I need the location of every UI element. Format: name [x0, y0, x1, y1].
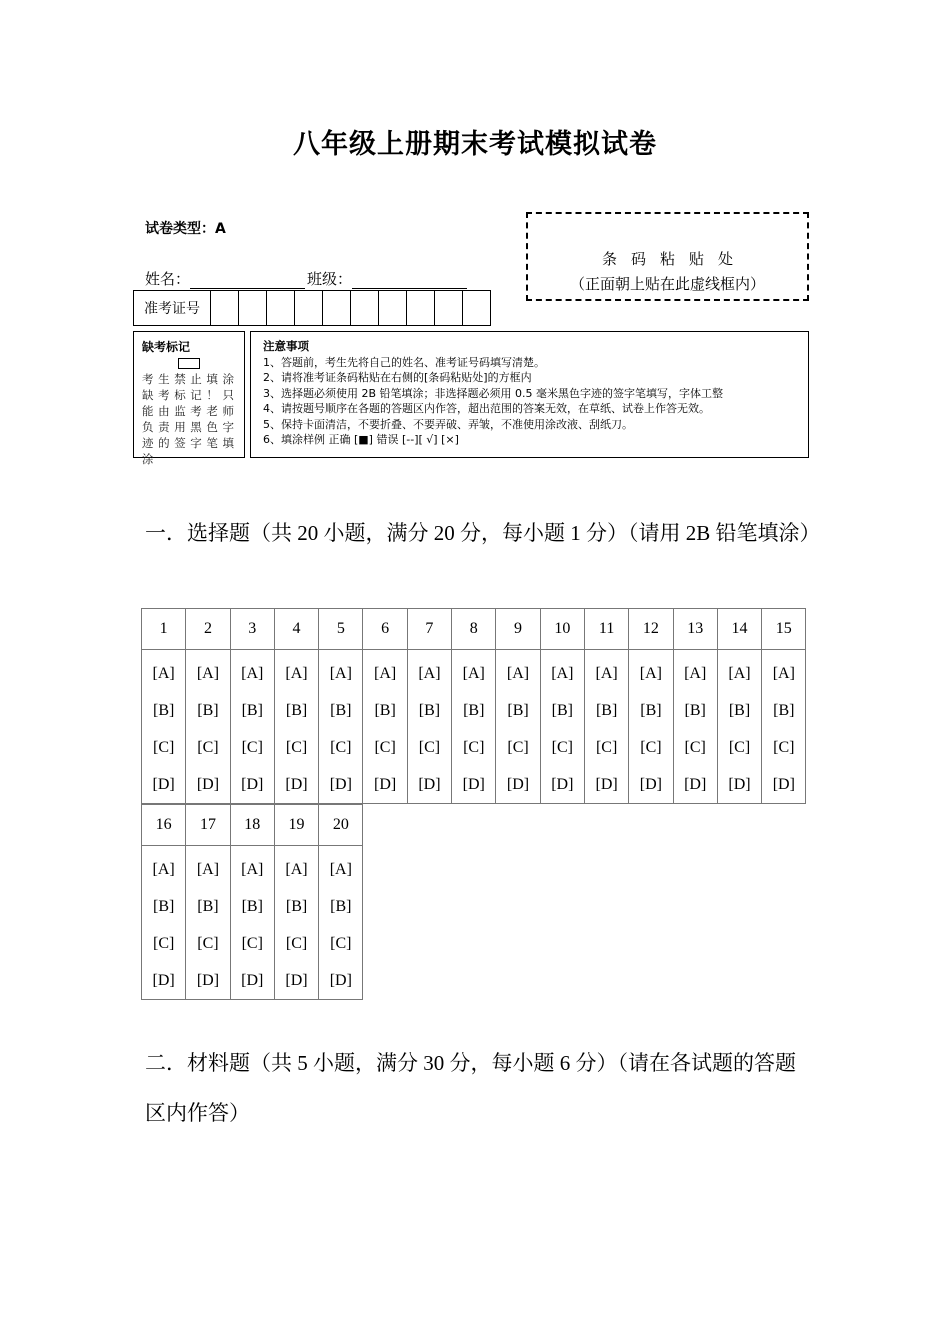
answer-option[interactable]: [C] — [197, 739, 219, 756]
question-number: 13 — [673, 609, 717, 650]
answer-option[interactable]: [C] — [285, 935, 308, 952]
answer-options — [762, 650, 806, 804]
answer-option[interactable]: [C] — [374, 739, 396, 756]
answer-option[interactable]: [B] — [551, 702, 573, 719]
answer-option[interactable]: [D] — [152, 776, 175, 793]
notice-box — [250, 331, 809, 458]
exam-id-cell[interactable] — [295, 291, 323, 325]
absent-text: 考生禁止填涂缺考标记！只能由监考老师负责用黑色字迹的签字笔填涂 — [142, 372, 236, 466]
answer-option[interactable]: [A] — [506, 665, 530, 682]
question-number: 12 — [629, 609, 673, 650]
answer-option[interactable]: [A] — [772, 665, 795, 682]
section-choice-heading: 一．选择题（共 20 小题，满分 20 分，每小题 1 分）（请用 2B 铅笔填涂） — [145, 521, 821, 545]
answer-option[interactable]: [D] — [728, 776, 751, 793]
exam-id-cell[interactable] — [407, 291, 435, 325]
notice-item: 2、请将准考证条码粘贴在右侧的[条码粘贴处]的方框内 — [263, 371, 532, 384]
exam-id-cell[interactable] — [323, 291, 351, 325]
answer-options — [319, 846, 363, 1000]
exam-id-cell[interactable] — [351, 291, 379, 325]
answer-option[interactable]: [B] — [728, 702, 751, 719]
answer-option[interactable]: [C] — [285, 739, 308, 756]
answer-option[interactable]: [B] — [241, 702, 263, 719]
answer-option[interactable]: [C] — [241, 935, 263, 952]
answer-option[interactable]: [B] — [285, 898, 308, 915]
answer-option[interactable]: [D] — [462, 776, 485, 793]
answer-option[interactable]: [A] — [329, 861, 352, 878]
answer-option[interactable]: [B] — [773, 702, 795, 719]
answer-option[interactable]: [C] — [728, 739, 751, 756]
answer-option[interactable]: [C] — [152, 935, 175, 952]
answer-option[interactable]: [A] — [329, 665, 352, 682]
exam-id-cell[interactable] — [267, 291, 295, 325]
exam-id-label: 准考证号 — [134, 291, 211, 325]
answer-option[interactable]: [B] — [684, 702, 706, 719]
question-number: 3 — [230, 609, 274, 650]
answer-option[interactable]: [C] — [330, 739, 352, 756]
answer-option[interactable]: [D] — [639, 776, 663, 793]
question-number: 5 — [319, 609, 363, 650]
answer-options — [540, 650, 584, 804]
barcode-hint: （正面朝上贴在此虚线框内） — [569, 275, 765, 293]
answer-option[interactable]: [D] — [241, 972, 264, 989]
answer-option[interactable]: [C] — [551, 739, 573, 756]
answer-options — [363, 650, 407, 804]
question-number: 14 — [717, 609, 761, 650]
class-field[interactable] — [352, 274, 467, 289]
answer-options — [319, 650, 363, 804]
absent-heading: 缺考标记 — [142, 340, 191, 354]
answer-options — [142, 846, 186, 1000]
question-number: 9 — [496, 609, 540, 650]
answer-option[interactable]: [A] — [418, 665, 441, 682]
answer-option[interactable]: [A] — [374, 665, 397, 682]
answer-option[interactable]: [A] — [684, 665, 707, 682]
answer-option[interactable]: [C] — [197, 935, 219, 952]
answer-option[interactable]: [B] — [507, 702, 529, 719]
choice-grid-1 — [141, 608, 806, 804]
choice-grid-2 — [141, 804, 363, 1000]
answer-option[interactable]: [C] — [152, 739, 175, 756]
answer-option[interactable]: [A] — [551, 665, 574, 682]
question-number: 10 — [540, 609, 584, 650]
barcode-title: 条码粘贴处 — [601, 250, 747, 268]
answer-options — [673, 650, 717, 804]
answer-option[interactable]: [A] — [728, 665, 751, 682]
answer-option[interactable]: [D] — [241, 776, 264, 793]
answer-option[interactable]: [D] — [374, 776, 397, 793]
question-number: 17 — [186, 805, 230, 846]
answer-option[interactable]: [A] — [285, 861, 308, 878]
answer-option[interactable]: [D] — [196, 972, 220, 989]
section-material-heading: 二．材料题（共 5 小题，满分 30 分，每小题 6 分）（请在各试题的答题区内作答） — [145, 1051, 796, 1125]
answer-options — [717, 650, 761, 804]
question-number: 4 — [274, 609, 318, 650]
answer-option[interactable]: [C] — [241, 739, 263, 756]
question-number: 1 — [142, 609, 186, 650]
answer-option[interactable]: [A] — [152, 665, 175, 682]
question-number: 15 — [762, 609, 806, 650]
answer-option[interactable]: [B] — [197, 898, 219, 915]
absent-mark-box — [133, 331, 245, 466]
answer-option[interactable]: [C] — [507, 739, 529, 756]
answer-option[interactable]: [D] — [285, 972, 308, 989]
answer-options — [496, 650, 540, 804]
answer-option[interactable]: [B] — [152, 898, 175, 915]
exam-id-cell[interactable] — [463, 291, 490, 325]
name-label: 姓名： — [145, 270, 191, 288]
answer-options — [274, 846, 318, 1000]
answer-option[interactable]: [C] — [640, 739, 662, 756]
answer-option[interactable]: [B] — [330, 898, 352, 915]
question-number: 2 — [186, 609, 230, 650]
answer-option[interactable]: [D] — [506, 776, 530, 793]
page-title: 八年级上册期末考试模拟试卷 — [293, 129, 657, 160]
answer-options — [584, 650, 628, 804]
question-number: 7 — [407, 609, 451, 650]
answer-options — [142, 650, 186, 804]
answer-option[interactable]: [B] — [640, 702, 662, 719]
answer-options — [407, 650, 451, 804]
answer-option[interactable]: [C] — [463, 739, 485, 756]
question-number: 8 — [452, 609, 496, 650]
answer-option[interactable]: [D] — [196, 776, 220, 793]
answer-options — [629, 650, 673, 804]
answer-option[interactable]: [D] — [551, 776, 574, 793]
answer-options — [186, 650, 230, 804]
answer-option[interactable]: [B] — [463, 702, 485, 719]
question-number: 20 — [319, 805, 363, 846]
answer-option[interactable]: [C] — [330, 935, 352, 952]
answer-option[interactable]: [D] — [595, 776, 618, 793]
exam-id-cell[interactable] — [379, 291, 407, 325]
answer-option[interactable]: [D] — [684, 776, 707, 793]
answer-option[interactable]: [C] — [595, 739, 618, 756]
answer-option[interactable]: [C] — [684, 739, 706, 756]
answer-option[interactable]: [A] — [462, 665, 485, 682]
exam-id-cell[interactable] — [435, 291, 463, 325]
exam-id-cell[interactable] — [239, 291, 267, 325]
class-label: 班级： — [307, 270, 353, 288]
answer-option[interactable]: [D] — [329, 776, 352, 793]
answer-option[interactable]: [A] — [241, 665, 264, 682]
question-number: 18 — [230, 805, 274, 846]
answer-options — [230, 650, 274, 804]
answer-option[interactable]: [D] — [772, 776, 795, 793]
answer-option[interactable]: [B] — [152, 702, 175, 719]
name-field[interactable] — [190, 274, 305, 289]
exam-id-cell[interactable] — [211, 291, 239, 325]
answer-option[interactable]: [B] — [374, 702, 396, 719]
answer-option[interactable]: [A] — [196, 665, 220, 682]
answer-options — [230, 846, 274, 1000]
absent-mark-checkbox[interactable] — [178, 358, 200, 369]
answer-options — [452, 650, 496, 804]
notice-item: 3、选择题必须使用 2B 铅笔填涂；非选择题必须用 0.5 毫米黑色字迹的签字笔填写，字体工整 — [263, 386, 724, 400]
answer-option[interactable]: [B] — [241, 898, 263, 915]
question-number: 11 — [584, 609, 628, 650]
answer-option[interactable]: [D] — [329, 972, 352, 989]
answer-options — [274, 650, 318, 804]
question-number: 19 — [274, 805, 318, 846]
notice-heading: 注意事项 — [263, 339, 309, 353]
question-number: 16 — [142, 805, 186, 846]
answer-option[interactable]: [A] — [639, 665, 663, 682]
answer-option[interactable]: [A] — [241, 861, 264, 878]
answer-option[interactable]: [B] — [595, 702, 618, 719]
answer-option[interactable]: [D] — [418, 776, 441, 793]
barcode-area — [526, 212, 809, 301]
answer-option[interactable]: [A] — [285, 665, 308, 682]
answer-option[interactable]: [C] — [418, 739, 441, 756]
paper-type: 试卷类型：A — [145, 221, 226, 237]
notice-item: 5、保持卡面清洁，不要折叠、不要弄破、弄皱，不准使用涂改液、刮纸刀。 — [263, 417, 633, 431]
notice-item: 4、请按题号顺序在各题的答题区内作答，超出范围的答案无效，在草纸、试卷上作答无效。 — [263, 402, 710, 415]
answer-option[interactable]: [B] — [285, 702, 308, 719]
notice-item: 6、填涂样例 正确 [■] 错误 [--][ √] [×] — [263, 433, 459, 446]
notice-item: 1、答题前，考生先将自己的姓名、准考证号码填写清楚。 — [263, 355, 545, 369]
answer-option[interactable]: [D] — [152, 972, 175, 989]
exam-id-row — [133, 290, 491, 326]
answer-option[interactable]: [A] — [196, 861, 220, 878]
answer-option[interactable]: [A] — [595, 665, 618, 682]
answer-options — [186, 846, 230, 1000]
answer-option[interactable]: [A] — [152, 861, 175, 878]
question-number: 6 — [363, 609, 407, 650]
answer-option[interactable]: [B] — [197, 702, 219, 719]
answer-option[interactable]: [D] — [285, 776, 308, 793]
name-class-line — [145, 268, 469, 289]
answer-option[interactable]: [B] — [330, 702, 352, 719]
answer-option[interactable]: [C] — [773, 739, 795, 756]
answer-option[interactable]: [B] — [418, 702, 441, 719]
